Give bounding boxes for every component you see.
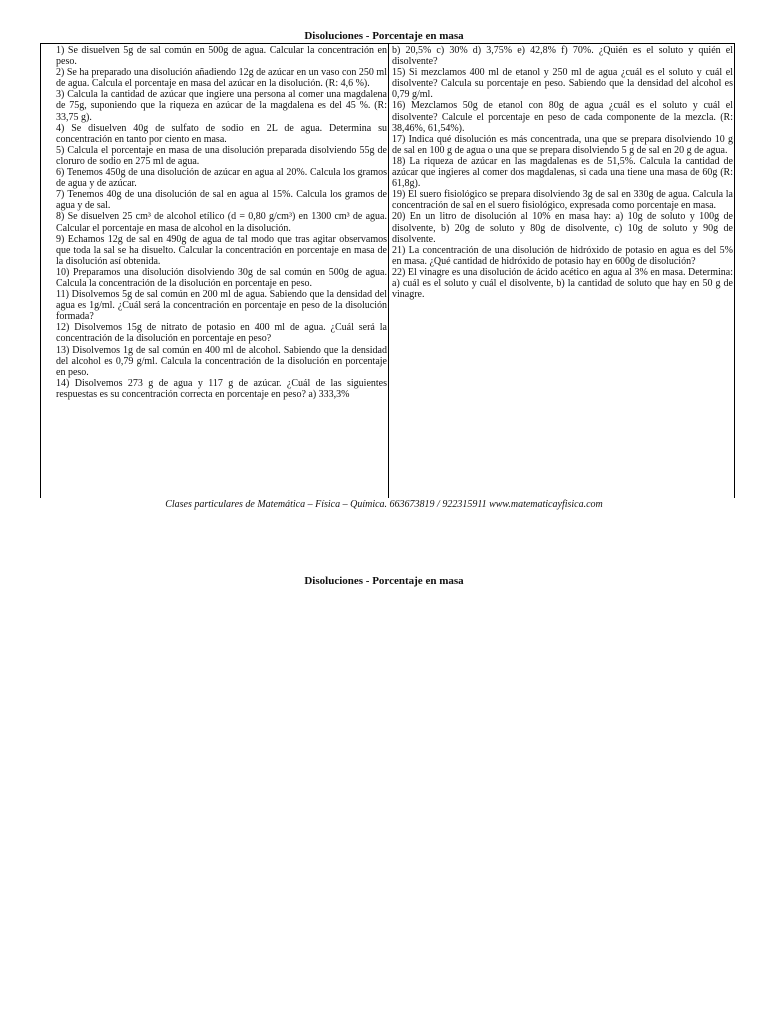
page-title-repeat: Disoluciones - Porcentaje en masa xyxy=(304,575,464,587)
exercise-item: 5) Calcula el porcentaje en masa de una disolución preparada disolviendo 55g de cloruro de sodio en 275 ml de agua. xyxy=(56,144,387,167)
exercise-item: 19) El suero fisiológico se prepara disolviendo 3g de sal en 330g de agua. Calcula la concentración de sal en el suero fisiológico, expresada como porcentaje en masa. xyxy=(392,189,733,212)
exercise-item: 8) Se disuelven 25 cm³ de alcohol etílico (d = 0,80 g/cm³) en 1300 cm³ de agua. Calcular el porcentaje en masa de alcohol en la disolución. xyxy=(56,211,387,234)
page-title: Disoluciones - Porcentaje en masa xyxy=(304,30,464,42)
exercise-item: 14) Disolvemos 273 g de agua y 117 g de azúcar. ¿Cuál de las siguientes respuestas es su concentración correcta en porcentaje en peso? a) 333,3% xyxy=(56,377,387,400)
exercise-item: 12) Disolvemos 15g de nitrato de potasio en 400 ml de agua. ¿Cuál será la concentración de la disolución en porcentaje en peso? xyxy=(56,322,387,345)
exercise-item: 7) Tenemos 40g de una disolución de sal en agua al 15%. Calcula los gramos de agua y de sal. xyxy=(56,189,387,212)
exercise-item: 9) Echamos 12g de sal en 490g de agua de tal modo que tras agitar observamos que toda la sal se ha disuelto. Calcular la concentración en porcentaje en masa de la disolución así obtenida. xyxy=(56,233,387,267)
exercise-item: 10) Preparamos una disolución disolviendo 30g de sal común en 500g de agua. Calcula la concentración de la disolución en porcentaje en peso. xyxy=(56,266,387,289)
exercise-item: 1) Se disuelven 5g de sal común en 500g de agua. Calcular la concentración en peso. xyxy=(56,45,387,68)
exercise-table xyxy=(40,43,735,498)
exercise-item: 6) Tenemos 450g de una disolución de azúcar en agua al 20%. Calcula los gramos de agua y de azúcar. xyxy=(56,167,387,190)
exercise-item: 4) Se disuelven 40g de sulfato de sodio en 2L de agua. Determina su concentración en tanto por ciento en masa. xyxy=(56,122,387,145)
exercise-item: 11) Disolvemos 5g de sal común en 200 ml de agua. Sabiendo que la densidad del agua es 1g/ml. ¿Cuál será la concentración en porcentaje en peso de la disolución formada? xyxy=(56,289,387,323)
exercise-item: 2) Se ha preparado una disolución añadiendo 12g de azúcar en un vaso con 250 ml de agua. Calcula el porcentaje en masa del azúcar en la disolución. (R: 4,6 %). xyxy=(56,67,387,90)
exercise-item: 22) El vinagre es una disolución de ácido acético en agua al 3% en masa. Determina: a) cuál es el soluto y cuál el disolvente, b) la cantidad de soluto que hay en 50 g de vinagre. xyxy=(392,266,733,301)
left-column xyxy=(41,44,389,498)
right-column xyxy=(389,44,734,498)
exercise-item: 17) Indica qué disolución es más concentrada, una que se prepara disolviendo 10 g de sal en 100 g de agua o una que se prepara disolviendo 5 g de sal en 20 g de agua. xyxy=(392,133,733,156)
exercise-item: 20) En un litro de disolución al 10% en masa hay: a) 10g de soluto y 100g de disolvente, b) 20g de soluto y 80g de disolvente, c) 10g de soluto y 90g de disolvente. xyxy=(392,211,733,245)
exercise-item: 18) La riqueza de azúcar en las magdalenas es de 51,5%. Calcula la cantidad de azúcar que ingieres al comer dos magdalenas, si cada una tiene una masa de 60g (R: 61,8g). xyxy=(392,155,733,190)
exercise-item: 21) La concentración de una disolución de hidróxido de potasio en agua es del 5% en masa. ¿Qué cantidad de hidróxido de potasio hay en 600g de disolución? xyxy=(392,244,733,267)
exercise-item: 3) Calcula la cantidad de azúcar que ingiere una persona al comer una magdalena de 75g, suponiendo que la riqueza en azúcar de la magdalena es del 45 %. (R: 33,75 g). xyxy=(56,89,387,123)
exercise-item: 15) Si mezclamos 400 ml de etanol y 250 ml de agua ¿cuál es el soluto y cuál el disolvente? Calcula su porcentaje en peso. Sabiendo que la densidad del alcohol es 0,79 g/ml. xyxy=(392,67,733,101)
exercise-item: b) 20,5% c) 30% d) 3,75% e) 42,8% f) 70%. ¿Quién es el soluto y quién el disolvente? xyxy=(392,45,733,68)
exercise-item: 16) Mezclamos 50g de etanol con 80g de agua ¿cuál es el soluto y cuál el disolvente? Calcule el porcentaje en peso de cada componente de la mezcla. (R: 38,46%, 61,54%). xyxy=(392,100,733,134)
exercise-item: 13) Disolvemos 1g de sal común en 400 ml de alcohol. Sabiendo que la densidad del alcohol es 0,79 g/ml. Calcula la concentración de la disolución en porcentaje en peso. xyxy=(56,344,387,378)
footer-contact: Clases particulares de Matemática – Física – Química. 663673819 / 922315911 www.matematicayfisica.com xyxy=(165,499,603,510)
